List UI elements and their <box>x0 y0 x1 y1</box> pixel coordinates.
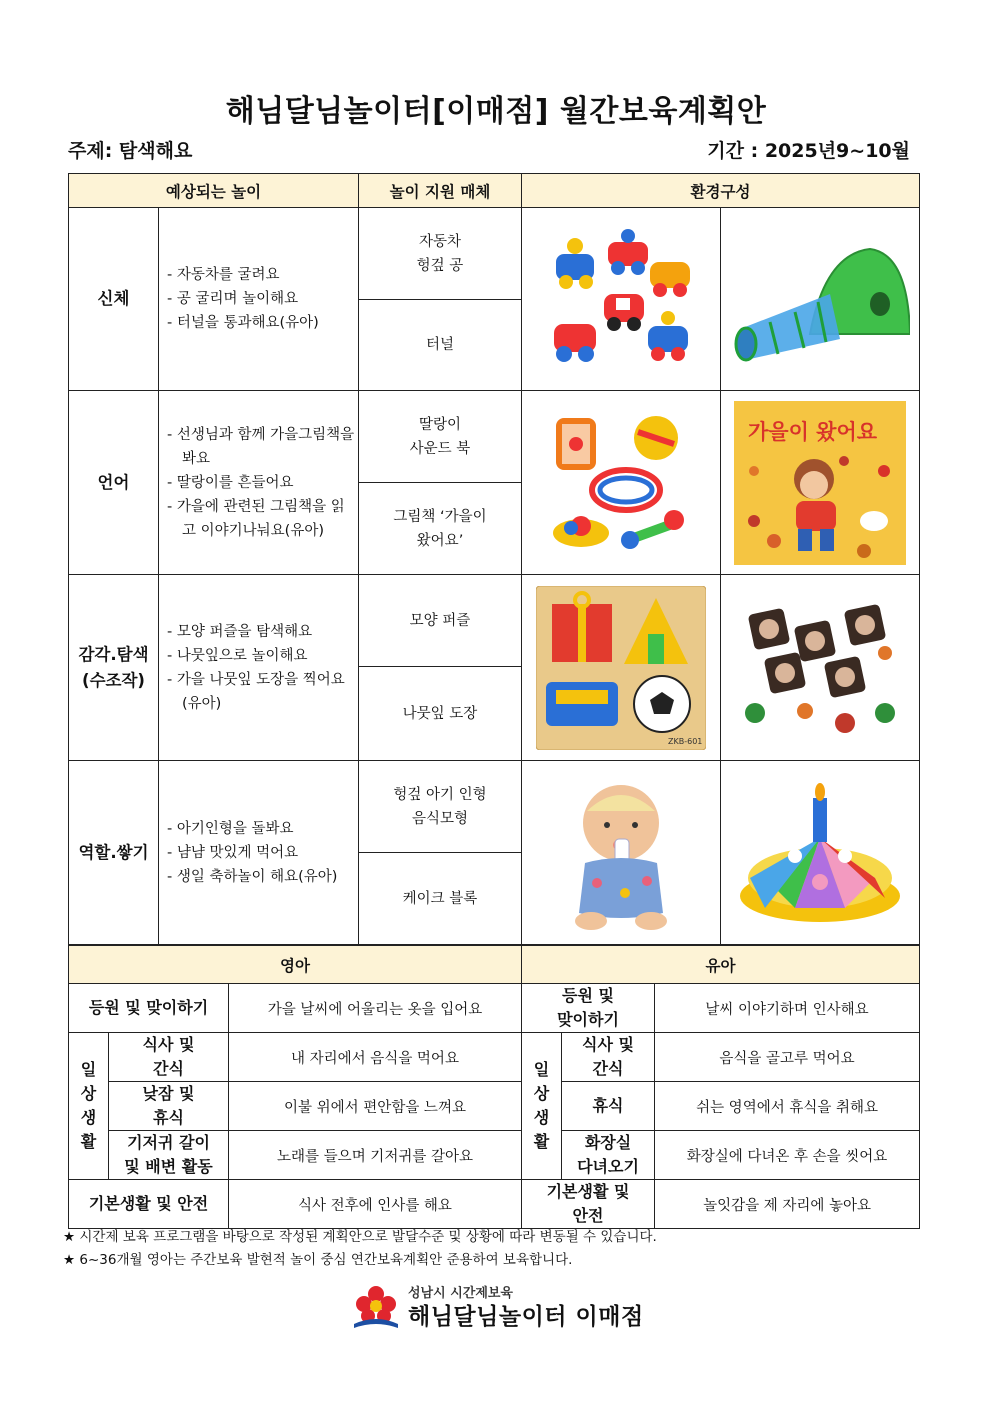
activity-item: - 딸랑이를 흔들어요 <box>167 474 294 491</box>
toy-car-3 <box>650 262 690 297</box>
toddler-label-rest: 휴식 <box>562 1082 655 1131</box>
activity-item: - 자동차를 굴려요 <box>167 267 280 283</box>
toddler-label-toilet: 화장실 다녀오기 <box>562 1131 655 1180</box>
infant-text-diaper: 노래를 들으며 기저귀를 갈아요 <box>229 1131 522 1180</box>
activity-item: - 모양 퍼즐을 탐색해요 <box>167 623 313 640</box>
activities-sensory <box>159 575 359 761</box>
col-header-materials: 놀이 지원 매체 <box>359 174 522 208</box>
activity-item: - 선생님과 함께 가을그림책을 봐요 <box>167 426 355 467</box>
flower-emblem-icon <box>352 1284 400 1330</box>
material-shape-puzzle: 모양 퍼즐 <box>359 575 522 667</box>
rattle-5 <box>621 510 684 549</box>
rattles-image <box>522 391 721 575</box>
material-cars-ball: 자동차 헝겊 공 <box>359 208 522 300</box>
footnote-item: ★ 시간제 보육 프로그램을 바탕으로 작성된 계획안으로 발달수준 및 상황에 따라 변동될 수 있습니다. <box>63 1229 657 1245</box>
toddler-daily-life-label: 일 상 생 활 <box>522 1033 562 1180</box>
rattle-3 <box>592 470 660 510</box>
toy-car-1 <box>556 238 594 289</box>
activity-item: - 가을 나뭇잎 도장을 찍어요(유아) <box>167 671 345 712</box>
material-leaf-stamp: 나뭇잎 도장 <box>359 667 522 761</box>
activity-item: - 나뭇잎으로 놀이해요 <box>167 647 308 664</box>
activities-physical <box>159 208 359 391</box>
category-language: 언어 <box>69 391 159 575</box>
toddler-text-basic: 놀잇감을 제 자리에 놓아요 <box>655 1180 920 1229</box>
rattle-1 <box>556 418 596 470</box>
tent-tunnel-image <box>721 208 920 391</box>
activities-language <box>159 391 359 575</box>
material-doll-food: 헝겊 아기 인형 음식모형 <box>359 761 522 853</box>
footnotes <box>63 1226 657 1272</box>
category-physical: 신체 <box>69 208 159 391</box>
rattle-2 <box>634 416 678 460</box>
toddler-text-meal: 음식을 골고루 먹어요 <box>655 1033 920 1082</box>
material-rattle-soundbook: 딸랑이 사운드 북 <box>359 391 522 483</box>
toddler-text-rest: 쉬는 영역에서 휴식을 취해요 <box>655 1082 920 1131</box>
toddler-text-arrival: 날씨 이야기하며 인사해요 <box>655 984 920 1033</box>
monthly-plan-table <box>68 173 920 945</box>
toddler-label-basic: 기본생활 및 안전 <box>522 1180 655 1229</box>
leaf-stamps-image <box>721 575 920 761</box>
col-header-environment: 환경구성 <box>522 174 920 208</box>
activity-item: - 가을에 관련된 그림책을 읽고 이야기나눠요(유아) <box>167 498 345 539</box>
infant-label-meal: 식사 및 간식 <box>109 1033 229 1082</box>
daily-life-table <box>68 945 920 1229</box>
period-label: 기간 : 2025년9~10월 <box>707 140 910 162</box>
toy-car-4 <box>604 294 644 331</box>
toy-car-2 <box>608 229 648 275</box>
baby-doll-image <box>522 761 721 945</box>
picture-book-image <box>721 391 920 575</box>
infant-text-meal: 내 자리에서 음식을 먹어요 <box>229 1033 522 1082</box>
toy-cars-image <box>522 208 721 391</box>
infant-label-arrival: 등원 및 맞이하기 <box>69 984 229 1033</box>
page-title: 해님달님놀이터[이매점] 월간보육계획안 <box>225 94 767 129</box>
category-role-play: 역할.쌓기 <box>69 761 159 945</box>
activity-item: - 터널을 통과해요(유아) <box>167 315 319 331</box>
infant-daily-life-label: 일 상 생 활 <box>69 1033 109 1180</box>
cake-blocks-image <box>721 761 920 945</box>
activity-item: - 아기인형을 돌봐요 <box>167 820 294 837</box>
shape-puzzle-image <box>522 575 721 761</box>
material-tunnel: 터널 <box>359 300 522 391</box>
footnote-item: ★ 6~36개월 영아는 주간보육 발현적 놀이 중심 연간보육계획안 준용하여 보육합니다. <box>63 1252 573 1268</box>
rattle-4 <box>553 516 609 547</box>
infant-label-basic: 기본생활 및 안전 <box>69 1180 229 1229</box>
infant-text-basic: 식사 전후에 인사를 해요 <box>229 1180 522 1229</box>
material-picture-book: 그림책 ‘가을이 왔어요’ <box>359 483 522 575</box>
material-cake-blocks: 케이크 블록 <box>359 853 522 945</box>
infant-text-nap: 이불 위에서 편안함을 느껴요 <box>229 1082 522 1131</box>
logo-name: 해님달님놀이터 이매점 <box>408 1304 644 1330</box>
col-header-play: 예상되는 놀이 <box>69 174 359 208</box>
center-logo <box>352 1282 652 1332</box>
toy-car-5 <box>554 324 596 362</box>
toddler-text-toilet: 화장실에 다녀온 후 손을 씻어요 <box>655 1131 920 1180</box>
toddler-label-arrival: 등원 및 맞이하기 <box>522 984 655 1033</box>
toddler-label-meal: 식사 및 간식 <box>562 1033 655 1082</box>
activity-item: - 공 굴리며 놀이해요 <box>167 291 299 307</box>
toddler-header: 유아 <box>522 946 920 984</box>
activities-role-play <box>159 761 359 945</box>
activity-item: - 생일 축하놀이 해요(유아) <box>167 868 338 885</box>
logo-subtitle: 성남시 시간제보육 <box>408 1286 513 1301</box>
category-sensory: 감각.탐색 (수조작) <box>69 575 159 761</box>
infant-text-arrival: 가을 날씨에 어울리는 옷을 입어요 <box>229 984 522 1033</box>
book-cover-title: 가을이 왔어요 <box>748 419 878 444</box>
toy-car-6 <box>648 311 688 361</box>
infant-label-diaper: 기저귀 갈이 및 배변 활동 <box>109 1131 229 1180</box>
infant-header: 영아 <box>69 946 522 984</box>
topic-label: 주제: 탐색해요 <box>68 140 193 162</box>
activity-item: - 냠냠 맛있게 먹어요 <box>167 844 299 861</box>
puzzle-code-label: ZKB-601 <box>668 736 703 746</box>
infant-label-nap: 낮잠 및 휴식 <box>109 1082 229 1131</box>
